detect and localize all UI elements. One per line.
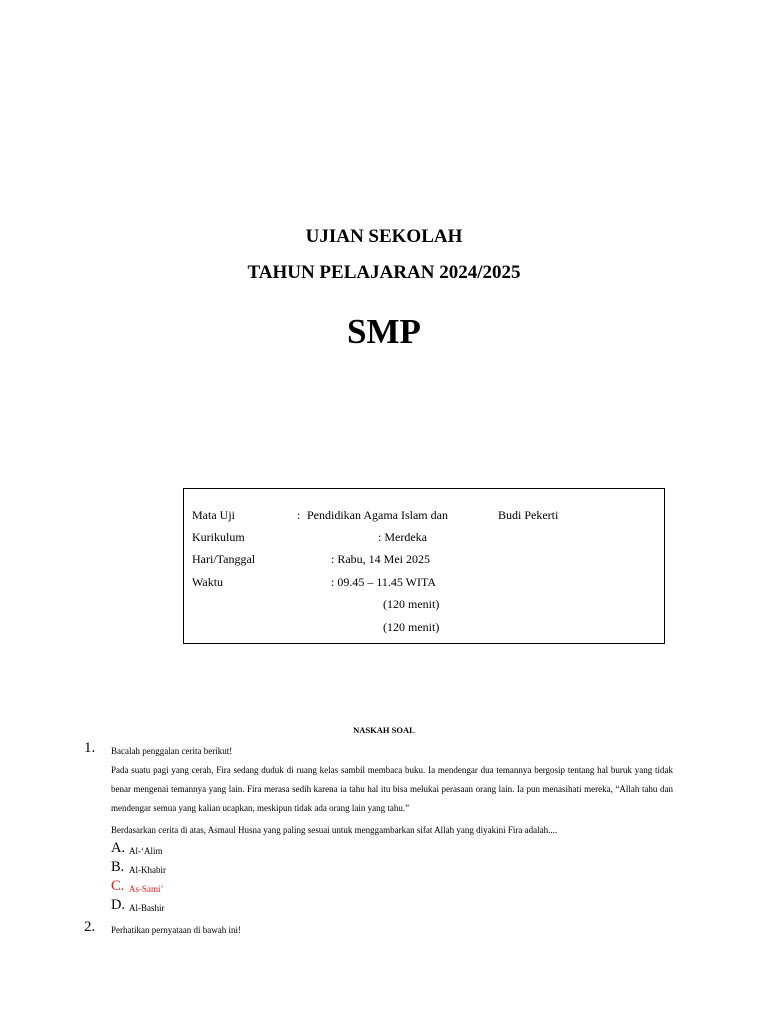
question-1-passage: Pada suatu pagi yang cerah, Fira sedang duduk di ruang kelas sambil membaca buku. Ia mendengar dua temannya bergosip tentang hal buruk yang tidak benar mengenai temannya yang lain. Fira merasa sedih karena ia tahu hal itu bisa melukai perasaan orang lain. Ia pun menasihati mereka, “Allah tahu dan mendengar semua yang kalian ucapkan, meskipun tidak ada orang lain yang tahu.”	[111, 765, 673, 813]
option-c-letter[interactable]: C.	[111, 878, 125, 894]
question-1-number: 1.	[84, 740, 96, 756]
naskah-soal-heading: NASKAH SOAL	[353, 725, 415, 735]
duration-text-repeat: (120 menit)	[383, 620, 440, 634]
mata-uji-value: Pendidikan Agama Islam dan	[307, 508, 448, 522]
question-2-number: 2.	[84, 919, 96, 935]
duration-text: (120 menit)	[383, 597, 440, 611]
exam-title: UJIAN SEKOLAH	[305, 226, 463, 247]
academic-year: TAHUN PELAJARAN 2024/2025	[247, 262, 521, 283]
hari-tanggal-value: : Rabu, 14 Mei 2025	[331, 552, 430, 566]
kurikulum-value: : Merdeka	[378, 530, 427, 544]
school-level: SMP	[347, 312, 421, 351]
option-d-text[interactable]: Al-Bashir	[129, 903, 165, 913]
option-b-text[interactable]: Al-Khabir	[129, 865, 166, 875]
mata-uji-label: Mata Uji	[192, 508, 235, 522]
waktu-label: Waktu	[192, 575, 224, 589]
question-1-intro: Bacalah penggalan cerita berikut!	[111, 746, 233, 756]
question-2-intro: Perhatikan pernyataan di bawah ini!	[111, 925, 241, 935]
question-1-prompt: Berdasarkan cerita di atas, Asmaul Husna yang paling sesuai untuk menggambarkan sifat Allah yang diyakini Fira adalah....	[111, 825, 558, 835]
option-b-letter[interactable]: B.	[111, 859, 125, 875]
kurikulum-label: Kurikulum	[192, 530, 245, 544]
option-a-text[interactable]: Al-‘Alim	[129, 846, 163, 856]
option-a-letter[interactable]: A.	[111, 840, 126, 856]
hari-tanggal-label: Hari/Tanggal	[192, 552, 256, 566]
waktu-value: : 09.45 – 11.45 WITA	[331, 575, 437, 589]
option-d-letter[interactable]: D.	[111, 897, 126, 913]
mata-uji-value-cont: Budi Pekerti	[498, 508, 559, 522]
option-c-text[interactable]: As-Sami’	[129, 884, 164, 894]
mata-uji-separator: :	[297, 508, 301, 522]
